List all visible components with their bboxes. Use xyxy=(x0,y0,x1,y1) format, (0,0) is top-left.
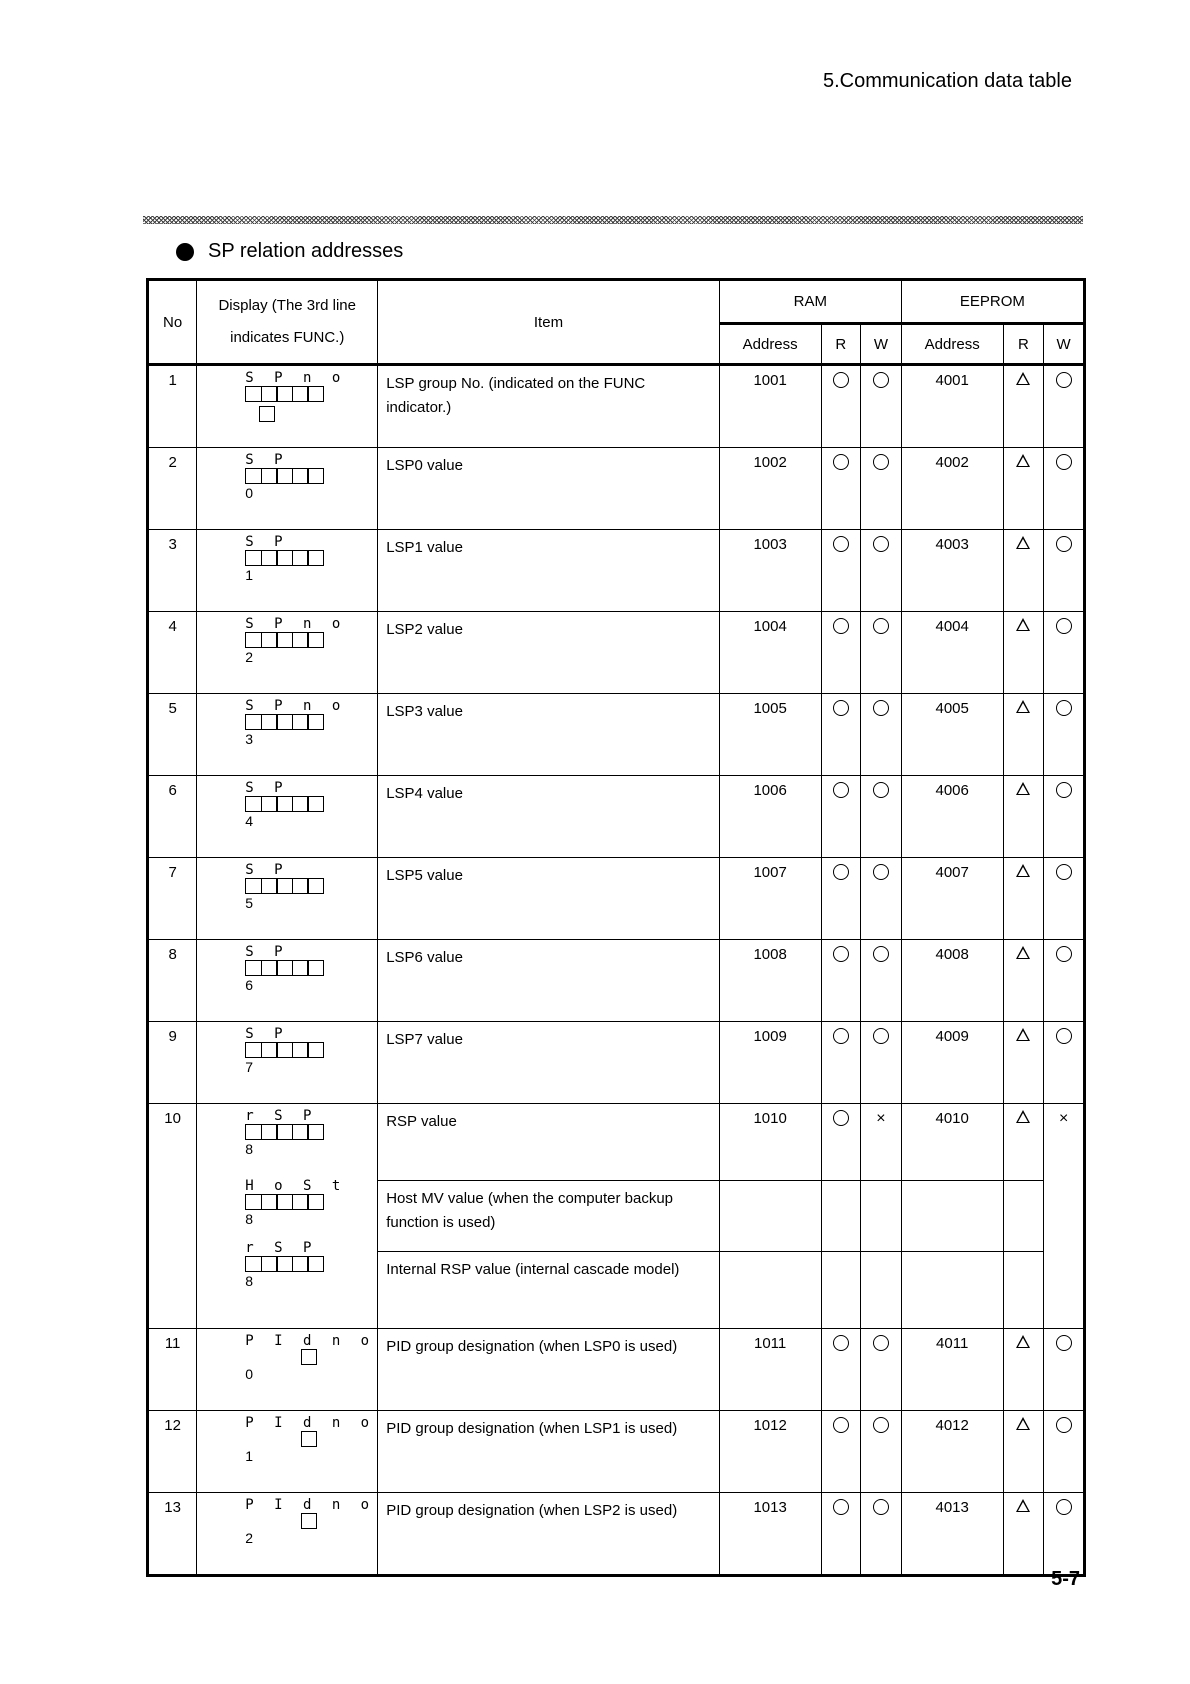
circle-icon xyxy=(1056,536,1072,552)
cell-ram-w xyxy=(861,365,902,448)
display-boxes xyxy=(245,1124,377,1140)
cell-item: LSP4 value xyxy=(378,776,720,858)
triangle-icon xyxy=(1016,1110,1030,1123)
cell-ram-w xyxy=(861,448,902,530)
circle-icon xyxy=(873,618,889,634)
cell-eeprom-address: 4004 xyxy=(901,612,1003,694)
cell-eeprom-r xyxy=(1003,1493,1044,1576)
cell-eeprom-w xyxy=(1044,448,1085,530)
display-boxes xyxy=(245,960,377,976)
circle-icon xyxy=(873,372,889,388)
cell-ram-address: 1003 xyxy=(719,530,821,612)
display-func: 4 xyxy=(245,813,254,829)
cell-eeprom-address: 4002 xyxy=(901,448,1003,530)
cell-ram-address: 1007 xyxy=(719,858,821,940)
decorative-stipple-rule xyxy=(143,216,1083,224)
cell-item: LSP group No. (indicated on the FUNC indicator.) xyxy=(378,365,720,448)
cell-display xyxy=(197,694,378,776)
cell-eeprom-address: 4007 xyxy=(901,858,1003,940)
circle-icon xyxy=(833,1499,849,1515)
circle-icon xyxy=(833,700,849,716)
table-row xyxy=(148,694,1085,776)
cell-ram-w xyxy=(861,1329,902,1411)
cell-ram-r xyxy=(821,858,861,940)
cell-eeprom-w xyxy=(1044,612,1085,694)
cell-no: 11 xyxy=(148,1329,197,1411)
display-boxes xyxy=(245,386,377,402)
display-func: 3 xyxy=(245,731,254,747)
circle-icon xyxy=(1056,1335,1072,1351)
display-text: S P xyxy=(245,1026,289,1042)
circle-icon xyxy=(833,1335,849,1351)
cell-eeprom-r xyxy=(1003,776,1044,858)
cell-eeprom-address: 4006 xyxy=(901,776,1003,858)
table-row xyxy=(148,1411,1085,1493)
cell-ram-r xyxy=(821,1411,861,1493)
header-ram-r: R xyxy=(821,324,861,365)
circle-icon xyxy=(873,536,889,552)
circle-icon xyxy=(1056,1417,1072,1433)
cell-eeprom-address: 4010 xyxy=(901,1104,1003,1181)
cell-item: LSP0 value xyxy=(378,448,720,530)
header-ram: RAM xyxy=(719,280,901,324)
cell-no: 2 xyxy=(148,448,197,530)
cell-ram-r xyxy=(821,694,861,776)
circle-icon xyxy=(1056,864,1072,880)
display-indicator xyxy=(245,944,377,994)
cell-ram-w xyxy=(861,1104,902,1181)
triangle-icon xyxy=(1016,1028,1030,1041)
display-text: S P n o xyxy=(245,698,347,714)
header-eeprom: EEPROM xyxy=(901,280,1084,324)
cell-display xyxy=(197,1411,378,1493)
display-func: 1 xyxy=(245,567,254,583)
cell-display xyxy=(197,1493,378,1576)
display-func: 0 xyxy=(245,485,254,501)
header-ram-address: Address xyxy=(719,324,821,365)
display-box xyxy=(301,1349,317,1365)
cell-ram-address: 1006 xyxy=(719,776,821,858)
cell-ram-address: 1005 xyxy=(719,694,821,776)
circle-icon xyxy=(1056,618,1072,634)
circle-icon xyxy=(1056,372,1072,388)
display-box xyxy=(301,1431,317,1447)
sp-address-table xyxy=(146,278,1086,1577)
display-boxes xyxy=(245,468,377,484)
display-indicator xyxy=(245,616,377,666)
cell-ram-w xyxy=(861,1022,902,1104)
triangle-icon xyxy=(1016,700,1030,713)
cell-ram-address: 1009 xyxy=(719,1022,821,1104)
cell-eeprom-w xyxy=(1044,1329,1085,1411)
cell-display xyxy=(197,448,378,530)
cell-no: 7 xyxy=(148,858,197,940)
cell-display xyxy=(197,612,378,694)
cell-display xyxy=(197,858,378,940)
circle-icon xyxy=(873,1335,889,1351)
cell-no: 4 xyxy=(148,612,197,694)
cell-display xyxy=(197,776,378,858)
display-text: P I d n o xyxy=(245,1333,376,1349)
cell-eeprom-r xyxy=(1003,940,1044,1022)
circle-icon xyxy=(833,1417,849,1433)
circle-icon xyxy=(833,864,849,880)
table-row xyxy=(148,1329,1085,1411)
triangle-icon xyxy=(1016,536,1030,549)
cell-ram-w xyxy=(861,694,902,776)
cell-eeprom-r xyxy=(1003,1022,1044,1104)
display-boxes xyxy=(245,632,377,648)
cell-ram-r xyxy=(821,1104,861,1181)
header-eeprom-r: R xyxy=(1003,324,1044,365)
display-indicator xyxy=(245,780,377,830)
display-indicator xyxy=(245,1108,377,1158)
cell-eeprom-address: 4012 xyxy=(901,1411,1003,1493)
circle-icon xyxy=(833,618,849,634)
display-boxes xyxy=(245,796,377,812)
table-row xyxy=(148,1104,1085,1181)
display-indicator xyxy=(245,534,377,584)
cell-no: 8 xyxy=(148,940,197,1022)
display-indicator xyxy=(245,1178,377,1228)
cell-eeprom-w xyxy=(1044,858,1085,940)
circle-icon xyxy=(833,1110,849,1126)
circle-icon xyxy=(873,864,889,880)
circle-icon xyxy=(833,1028,849,1044)
cell-no: 10 xyxy=(148,1104,197,1329)
display-text: S P xyxy=(245,944,289,960)
cell-ram-address: 1010 xyxy=(719,1104,821,1181)
display-box xyxy=(259,406,275,422)
display-boxes xyxy=(245,714,377,730)
cell-ram-address: 1008 xyxy=(719,940,821,1022)
cell-ram-w xyxy=(861,1411,902,1493)
cell-eeprom-w xyxy=(1044,940,1085,1022)
cell-no: 1 xyxy=(148,365,197,448)
display-text: H o S t xyxy=(245,1178,347,1194)
cross-icon: × xyxy=(1058,1110,1069,1127)
display-boxes xyxy=(245,878,377,894)
display-text: P I d n o xyxy=(245,1415,376,1431)
cell-eeprom-address: 4008 xyxy=(901,940,1003,1022)
cell-eeprom-w xyxy=(1044,1493,1085,1576)
cell-ram-r xyxy=(821,365,861,448)
display-indicator xyxy=(245,370,377,422)
cell-eeprom-w xyxy=(1044,694,1085,776)
cell-item: LSP3 value xyxy=(378,694,720,776)
page-number: 5-7 xyxy=(1051,1568,1080,1590)
triangle-icon xyxy=(1016,1417,1030,1430)
cross-icon: × xyxy=(876,1110,886,1127)
display-text: S P xyxy=(245,534,289,550)
triangle-icon xyxy=(1016,782,1030,795)
section-heading: SP relation addresses xyxy=(208,240,404,262)
table-row xyxy=(148,776,1085,858)
circle-icon xyxy=(1056,1499,1072,1515)
display-func: 1 xyxy=(245,1448,254,1464)
circle-icon xyxy=(1056,782,1072,798)
triangle-icon xyxy=(1016,864,1030,877)
section-title xyxy=(176,240,403,263)
display-boxes xyxy=(245,1194,377,1210)
cell-ram-w xyxy=(861,940,902,1022)
display-text: S P xyxy=(245,452,289,468)
circle-icon xyxy=(873,454,889,470)
cell-item: LSP7 value xyxy=(378,1022,720,1104)
cell-eeprom-w xyxy=(1044,776,1085,858)
bullet-icon xyxy=(176,243,194,261)
header-no: No xyxy=(148,280,197,365)
display-boxes xyxy=(245,550,377,566)
cell-no: 5 xyxy=(148,694,197,776)
cell-eeprom-address: 4001 xyxy=(901,365,1003,448)
table-row xyxy=(148,365,1085,448)
display-indicator xyxy=(245,862,377,912)
cell-item: LSP1 value xyxy=(378,530,720,612)
cell-ram-r xyxy=(821,448,861,530)
header-item: Item xyxy=(378,280,720,365)
header-display: Display (The 3rd line indicates FUNC.) xyxy=(197,280,378,365)
table-row xyxy=(148,1022,1085,1104)
cell-ram-address: 1001 xyxy=(719,365,821,448)
cell-ram-r xyxy=(821,1329,861,1411)
table-row xyxy=(148,612,1085,694)
cell-no: 13 xyxy=(148,1493,197,1576)
cell-display xyxy=(197,530,378,612)
cell-eeprom-w xyxy=(1044,1411,1085,1493)
circle-icon xyxy=(873,1028,889,1044)
table-row xyxy=(148,448,1085,530)
display-func: 6 xyxy=(245,977,254,993)
cell-item: RSP value xyxy=(378,1104,720,1181)
cell-ram-w xyxy=(861,858,902,940)
cell-item: Host MV value (when the computer backup function is used) xyxy=(378,1181,720,1252)
cell-ram-r xyxy=(821,530,861,612)
display-func: 7 xyxy=(245,1059,254,1075)
circle-icon xyxy=(833,536,849,552)
cell-item: LSP2 value xyxy=(378,612,720,694)
display-func: 8 xyxy=(245,1273,254,1289)
display-indicator xyxy=(245,1415,377,1465)
cell-ram-w xyxy=(861,1493,902,1576)
cell-ram-address: 1012 xyxy=(719,1411,821,1493)
display-func: 8 xyxy=(245,1211,254,1227)
cell-item: PID group designation (when LSP0 is used) xyxy=(378,1329,720,1411)
cell-eeprom-r xyxy=(1003,1104,1044,1181)
cell-display xyxy=(197,940,378,1022)
cell-eeprom-r xyxy=(1003,448,1044,530)
header-ram-w: W xyxy=(861,324,902,365)
cell-eeprom-r xyxy=(1003,612,1044,694)
display-text: r S P xyxy=(245,1108,318,1124)
circle-icon xyxy=(873,946,889,962)
cell-ram-r xyxy=(821,776,861,858)
display-indicator xyxy=(245,1497,377,1547)
cell-ram-w xyxy=(861,530,902,612)
triangle-icon xyxy=(1016,1499,1030,1512)
cell-item: PID group designation (when LSP2 is used) xyxy=(378,1493,720,1576)
table-row xyxy=(148,940,1085,1022)
triangle-icon xyxy=(1016,618,1030,631)
triangle-icon xyxy=(1016,372,1030,385)
cell-ram-address: 1011 xyxy=(719,1329,821,1411)
circle-icon xyxy=(833,372,849,388)
circle-icon xyxy=(833,454,849,470)
display-func: 2 xyxy=(245,649,254,665)
display-box xyxy=(301,1513,317,1529)
circle-icon xyxy=(1056,700,1072,716)
cell-ram-address: 1013 xyxy=(719,1493,821,1576)
cell-eeprom-w xyxy=(1044,530,1085,612)
display-func: 8 xyxy=(245,1141,254,1157)
header-eeprom-w: W xyxy=(1044,324,1085,365)
display-indicator xyxy=(245,698,377,748)
cell-eeprom-w xyxy=(1044,1022,1085,1104)
triangle-icon xyxy=(1016,1335,1030,1348)
cell-ram-address: 1004 xyxy=(719,612,821,694)
cell-eeprom-address: 4011 xyxy=(901,1329,1003,1411)
circle-icon xyxy=(1056,1028,1072,1044)
cell-eeprom-address: 4003 xyxy=(901,530,1003,612)
circle-icon xyxy=(873,700,889,716)
cell-ram-w xyxy=(861,612,902,694)
display-text: r S P xyxy=(245,1240,318,1256)
cell-eeprom-r xyxy=(1003,858,1044,940)
cell-eeprom-address: 4005 xyxy=(901,694,1003,776)
header-eeprom-address: Address xyxy=(901,324,1003,365)
cell-eeprom-r xyxy=(1003,1329,1044,1411)
display-boxes xyxy=(245,1042,377,1058)
triangle-icon xyxy=(1016,946,1030,959)
display-boxes xyxy=(245,1256,377,1272)
cell-item: LSP5 value xyxy=(378,858,720,940)
display-text: P I d n o xyxy=(245,1497,376,1513)
cell-display xyxy=(197,1104,378,1329)
cell-eeprom-r xyxy=(1003,1411,1044,1493)
cell-no: 12 xyxy=(148,1411,197,1493)
triangle-icon xyxy=(1016,454,1030,467)
cell-display xyxy=(197,1329,378,1411)
cell-item: Internal RSP value (internal cascade model) xyxy=(378,1252,720,1329)
cell-eeprom-address: 4009 xyxy=(901,1022,1003,1104)
display-text: S P n o xyxy=(245,616,347,632)
display-func: 2 xyxy=(245,1530,254,1546)
cell-ram-w xyxy=(861,776,902,858)
table-row xyxy=(148,858,1085,940)
cell-eeprom-w xyxy=(1044,1104,1085,1329)
cell-ram-r xyxy=(821,1022,861,1104)
display-text: S P n o xyxy=(245,370,347,386)
cell-item: PID group designation (when LSP1 is used) xyxy=(378,1411,720,1493)
table-row xyxy=(148,530,1085,612)
circle-icon xyxy=(833,946,849,962)
cell-no: 9 xyxy=(148,1022,197,1104)
display-func: 0 xyxy=(245,1366,254,1382)
circle-icon xyxy=(873,782,889,798)
table-row xyxy=(148,1493,1085,1576)
cell-eeprom-r xyxy=(1003,530,1044,612)
display-indicator xyxy=(245,1026,377,1076)
cell-display xyxy=(197,1022,378,1104)
cell-no: 6 xyxy=(148,776,197,858)
display-func: 5 xyxy=(245,895,254,911)
display-indicator xyxy=(245,1240,377,1290)
circle-icon xyxy=(873,1417,889,1433)
display-indicator xyxy=(245,452,377,502)
display-text: S P xyxy=(245,780,289,796)
circle-icon xyxy=(873,1499,889,1515)
display-indicator xyxy=(245,1333,377,1383)
circle-icon xyxy=(833,782,849,798)
cell-eeprom-address: 4013 xyxy=(901,1493,1003,1576)
cell-no: 3 xyxy=(148,530,197,612)
running-header: 5.Communication data table xyxy=(822,70,1072,92)
cell-display xyxy=(197,365,378,448)
cell-ram-r xyxy=(821,940,861,1022)
cell-item: LSP6 value xyxy=(378,940,720,1022)
circle-icon xyxy=(1056,454,1072,470)
cell-ram-address: 1002 xyxy=(719,448,821,530)
circle-icon xyxy=(1056,946,1072,962)
cell-ram-r xyxy=(821,1493,861,1576)
display-text: S P xyxy=(245,862,289,878)
cell-eeprom-w xyxy=(1044,365,1085,448)
cell-ram-r xyxy=(821,612,861,694)
cell-eeprom-r xyxy=(1003,694,1044,776)
cell-eeprom-r xyxy=(1003,365,1044,448)
